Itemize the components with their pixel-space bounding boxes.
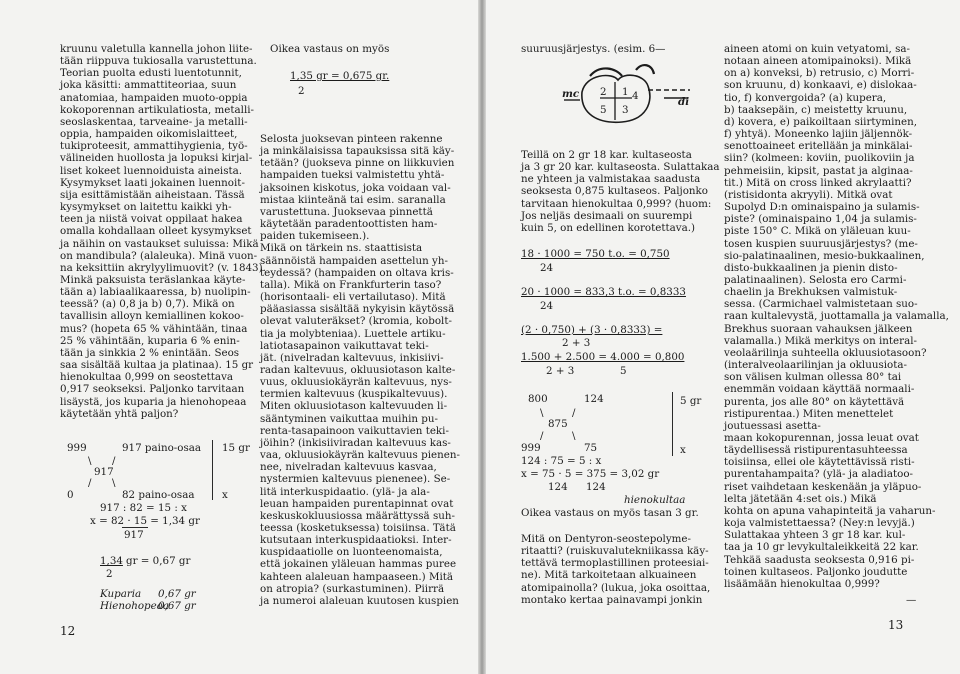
- text-line: jaksoinen kiskotus, joka voidaan val-: [260, 181, 451, 194]
- calc-b3: x: [222, 489, 228, 501]
- text-line: Minkä paksuista teräslankaa käyte-: [60, 273, 246, 286]
- text-line: teydessä? (hampaiden on oltava kris-: [260, 266, 454, 279]
- text-line: aineen atomi on kuin vetyatomi, sa-: [724, 43, 910, 55]
- text-line: käytetään yhtä paljon?: [60, 407, 179, 420]
- text-line: tarvitaan hienokultaa 0,999? (huom:: [521, 197, 712, 210]
- calc-a2: 917 paino-osaa: [122, 442, 202, 454]
- calc-c3: 5 gr: [680, 395, 702, 407]
- calc-r-arrow-1: \: [540, 407, 544, 419]
- text-line: Jos neljäs desimaali on suurempi: [521, 209, 693, 222]
- calc-eq2: x = 82 · 15 = 1,34 gr: [90, 515, 200, 527]
- text-line: termien kaltevuus (kuspikaltevuus).: [260, 388, 448, 401]
- text-line: lelta jätetään 4:set ois.) Mikä: [724, 492, 877, 505]
- text-line: taa ja 10 gr levykultaleikkeitä 22 kar.: [724, 541, 919, 554]
- col2-heading: Oikea vastaus on myös: [270, 43, 390, 55]
- page-number-left: 12: [60, 624, 76, 638]
- text-line: piste? (ominaispaino 1,04 ja sulamis-: [724, 213, 917, 226]
- calc-f2-num: 20 · 1000 = 833,3 t.o. = 0,8333: [521, 286, 686, 298]
- calc-r2: x = 75 · 5 = 375 = 3,02 gr: [521, 468, 660, 480]
- calc-c1: 800: [528, 393, 548, 405]
- hienohopeaa-label: Hienohopeaa: [100, 600, 169, 612]
- text-line: Sulattakaa yhteen 3 gr 18 kar. kul-: [724, 529, 906, 542]
- text-line: seoksesta 0,875 kultaseos. Paljonko: [521, 185, 708, 198]
- text-line: Teorian puolta edusti luentotunnit,: [60, 67, 242, 80]
- text-line: montako kertaa painavampi jonkin: [521, 593, 703, 606]
- calc-den2: 2: [106, 568, 113, 580]
- text-line: sessa. (Carmichael valmistetaan suo-: [724, 298, 918, 311]
- text-line: ristipurentaa.) Miten menettelet: [724, 407, 894, 420]
- text-line: atomipainolla? (lukua, joka osoittaa,: [521, 581, 711, 594]
- text-line: vaa, okluusiokäyrän kaltevuus pienen-: [260, 449, 460, 462]
- text-line: Tehkää saadusta seoksesta 0,916 pi-: [724, 553, 915, 566]
- text-line: tukiproteesit, ammattihygienia, työ-: [60, 140, 248, 153]
- text-line: tetään? (juokseva pinne on liikkuvien: [260, 157, 455, 170]
- right-column-1-bottom: [521, 533, 721, 606]
- calc-d1: 999: [521, 442, 541, 454]
- text-line: anatomiaa, hampaiden muoto-oppia: [60, 91, 248, 104]
- text-line: kruunu valetulla kannella johon liite-: [60, 43, 253, 55]
- right-column-2: [724, 43, 949, 590]
- text-line: jät. (nivelradan kaltevuus, inkisiivi-: [260, 351, 444, 364]
- tooth-cusp-3: 3: [622, 104, 629, 116]
- tooth-cusp-sketch: [560, 58, 720, 136]
- text-line: mus? (hopeta 65 % vähintään, tinaa: [60, 322, 248, 335]
- text-line: olevat valuteräkset? (kromia, kobolt-: [260, 315, 452, 328]
- text-line: sija esittämistään aiheistaan. Tässä: [60, 188, 245, 201]
- text-line: b) taaksepäin, c) meistetty kruunu,: [724, 103, 908, 116]
- text-line: tään riippuva tukiosalla varustettuna.: [60, 55, 257, 68]
- text-line: riset vaihdetaan keskenään ja yläpuo-: [724, 480, 922, 493]
- text-line: kohta on apuna vahapinteitä ja vaharun-: [724, 504, 936, 517]
- text-line: teen ja niistä voivat oppilaat hakea: [60, 213, 243, 226]
- text-line: latiotasapainon vaikuttavat teki-: [260, 339, 429, 352]
- text-line: paiden tukemiseen.).: [260, 230, 370, 243]
- text-line: ja minkälaisissa tapauksissa sitä käy-: [260, 145, 455, 158]
- text-line: joka käsitti: ammattiteoriaa, suun: [60, 79, 237, 92]
- text-line: joutuessasi asetta-: [724, 419, 821, 432]
- calc-arrow-4: \: [112, 477, 116, 489]
- text-line: notaan aineen atomipainoksi). Mikä: [724, 55, 912, 68]
- text-line: enemmän voidaan käyttää normaali-: [724, 383, 915, 396]
- text-line: disto-bukkaalinen ja pienin disto-: [724, 261, 898, 274]
- tooth-diagram: [560, 58, 720, 136]
- calc-r2-den-b: 124: [586, 481, 606, 493]
- calc-arrow-3: /: [88, 477, 92, 489]
- text-line: on mandibula? (alaleuka). Minä vuon-: [60, 249, 258, 262]
- calc-eq3-rest: gr = 0,67 gr: [126, 555, 191, 567]
- text-line: ne yhteen ja valmistakaa saadusta: [521, 173, 701, 186]
- text-line: mistaa kiinteänä tai esim. saranalla: [260, 193, 446, 206]
- calc-fraction-bar-1: [122, 527, 148, 528]
- text-line: hampaiden tueksi valmistettu yhtä-: [260, 169, 445, 182]
- text-line: kutsutaan interkuspidaatioksi. Inter-: [260, 534, 452, 547]
- text-line: täydellisessä ristipurentasuhteessa: [724, 444, 908, 457]
- calc-f3-num: (2 · 0,750) + (3 · 0,8333) =: [521, 324, 663, 336]
- calc-r-arrow-2: /: [572, 407, 576, 419]
- tooth-cusp-4: 4: [632, 90, 639, 102]
- text-line: tään ja sinkkia 2 % enintään. Seos: [60, 346, 240, 359]
- text-line: varustettuna. Juoksevaa pinnettä: [260, 205, 433, 218]
- text-line: pääasiassa sisältää nykyisin käytössä: [260, 303, 455, 316]
- text-line: ja numeroi alaleuan kuutosen kuspien: [260, 594, 459, 607]
- calc-eq3-num: 1,34: [100, 555, 123, 567]
- hienokultaa-label: hienokultaa: [624, 494, 686, 506]
- right-column-1: [521, 149, 721, 234]
- text-line: f) yhtyä). Moneenko lajiin jäljennök-: [724, 128, 913, 141]
- page-number-right: 13: [888, 618, 904, 632]
- text-line: son kruunu, d) konkaavi, e) dislokaa-: [724, 79, 917, 92]
- continuation-dash: —: [906, 594, 917, 606]
- calc-d2: 75: [584, 442, 598, 454]
- text-line: ja 3 gr 20 kar. kultaseosta. Sulattakaa: [521, 161, 720, 174]
- text-line: tit.) Mitä on cross linked akrylaatti?: [724, 176, 912, 189]
- text-line: raan kultalevystä, juottamalla ja valamalla,: [724, 310, 949, 323]
- gutter: [478, 0, 486, 674]
- calc-divider-left: [212, 440, 213, 500]
- text-line: kysymykset on laitettu kaikki yh-: [60, 201, 232, 214]
- text-line: palatinaalinen). Selosta ero Carmi-: [724, 273, 907, 286]
- text-line: piste 150° C. Mikä on yläleuan kuu-: [724, 225, 911, 238]
- tooth-label-mc: mc: [562, 88, 580, 100]
- text-line: radan kaltevuus, okluusiotason kalte-: [260, 363, 456, 376]
- text-line: tosen kuspien suuruusjärjestys? (me-: [724, 237, 918, 250]
- text-line: tia ja molybteniaa). Luettele artiku-: [260, 327, 446, 340]
- text-line: 25 % vähintään, kuparia 6 % enin-: [60, 334, 240, 347]
- col2-fraction-num: 1,35 gr = 0,675 gr.: [290, 70, 390, 82]
- text-line: leuan hampaiden purentapinnat ovat: [260, 497, 454, 510]
- calc-mid: 917: [94, 466, 114, 478]
- text-line: kokoporennan artikulatiosta, metalli-: [60, 103, 255, 116]
- col3-top-line: suuruusjärjestys. (esim. 6—: [521, 43, 666, 55]
- text-line: sääntyminen vaikuttaa muihin pu-: [260, 412, 439, 425]
- text-line: nystermien kaltevuus pienenee). Se-: [260, 473, 451, 486]
- text-line: valamalla.) Mikä merkitys on interal-: [724, 334, 917, 347]
- calc-f4-den-b: 5: [620, 365, 627, 377]
- col2-fraction-den: 2: [298, 85, 305, 97]
- calc-f2-den: 24: [540, 300, 554, 312]
- calc-a3: 15 gr: [222, 442, 250, 454]
- text-line: (ristisidonta akryyli). Mitkä ovat: [724, 188, 893, 201]
- calc-f1-num: 18 · 1000 = 750 t.o. = 0,750: [521, 248, 670, 260]
- text-line: 0,917 seokseksi. Paljonko tarvitaan: [60, 383, 245, 396]
- kuparia-value: 0,67 gr: [158, 588, 196, 600]
- calc-eq1: 917 : 82 = 15 : x: [100, 502, 187, 514]
- text-line: hienokultaa 0,999 on seostettava: [60, 371, 234, 384]
- text-line: lisäystä, jos kuparia ja hienohopeaa: [60, 395, 247, 408]
- calc-f4-den-a: 2 + 3: [546, 365, 575, 377]
- text-line: pehmeisiin, kipsit, pastat ja alginaa-: [724, 164, 913, 177]
- text-line: käytetään paradentoottisten ham-: [260, 218, 438, 231]
- text-line: Mikä on tärkein ns. staattisista: [260, 242, 423, 255]
- text-line: oppia, hampaiden oikomislaitteet,: [60, 128, 238, 141]
- text-line: chaelin ja Brekhuksen valmistuk-: [724, 286, 898, 299]
- text-line: kuspidaatiolle on luonteenomaista,: [260, 546, 443, 559]
- left-column-1: [60, 43, 266, 420]
- text-line: kahteen alaleuan hampaaseen.) Mitä: [260, 570, 454, 583]
- text-line: toinen kultaseos. Paljonko joudutte: [724, 565, 908, 578]
- text-line: nee, nivelradan kaltevuus kasvaa,: [260, 461, 437, 474]
- text-line: omalla kohdallaan olleet kysymykset: [60, 225, 252, 238]
- text-line: ne). Mitä tarkoitetaan alkuaineen: [521, 569, 697, 582]
- text-line: Selosta juoksevan pinteen rakenne: [260, 133, 443, 145]
- text-line: Teillä on 2 gr 18 kar. kultaseosta: [521, 149, 692, 161]
- text-line: talla). Mikä on Frankfurterin taso?: [260, 278, 442, 291]
- text-line: että jokainen yläleuan hammas puree: [260, 558, 457, 571]
- text-line: siin? (kolmeen: koviin, puolikoviin ja: [724, 152, 915, 165]
- tooth-cusp-1: 1: [622, 86, 629, 98]
- hienohopeaa-value: 0,67 gr: [158, 600, 196, 612]
- text-line: Kysymykset laati jokainen luennoit-: [60, 176, 245, 189]
- left-column-2: [260, 133, 474, 607]
- text-line: seoslaskentaa, tarveaine- ja metalli-: [60, 115, 248, 128]
- calc-r1: 124 : 75 = 5 : x: [521, 455, 602, 467]
- text-line: (horisontaali- eli vertailutaso). Mitä: [260, 291, 446, 304]
- text-line: teessä? (a) 0,8 ja b) 0,7). Mikä on: [60, 298, 235, 311]
- text-line: ja näihin on vastaukset suluissa: Mikä: [60, 237, 259, 250]
- text-line: on atropia? (surkastuminen). Piirrä: [260, 582, 445, 595]
- text-line: jöihin? (inkisiiviradan kaltevuus kas-: [260, 436, 451, 449]
- tooth-cusp-5: 5: [600, 104, 607, 116]
- text-line: lisäämään hienokultaa 0,999?: [724, 577, 880, 590]
- text-line: kuin 5, on edellinen korotettava.): [521, 221, 696, 234]
- tooth-cusp-2: 2: [600, 86, 607, 98]
- text-line: Mitä on Dentyron-seostepolyme-: [521, 533, 691, 545]
- text-line: koja valmistettaessa? (Ney:n levyjä.): [724, 517, 915, 530]
- calc-divider-right: [672, 392, 673, 456]
- text-line: senottoaineet eritellään ja minkälai-: [724, 140, 913, 153]
- text-line: tavallisin alloyn kemiallinen kokoo-: [60, 310, 244, 323]
- calc-f4-num: 1.500 + 2.500 = 4.000 = 0,800: [521, 351, 685, 363]
- text-line: maan kokopurennan, jossa leuat ovat: [724, 432, 919, 444]
- calc-d3: x: [680, 444, 686, 456]
- col3-answer: Oikea vastaus on myös tasan 3 gr.: [521, 507, 699, 519]
- text-line: säännöistä hampaiden asettelun yh-: [260, 254, 448, 267]
- kuparia-label: Kuparia: [100, 588, 142, 600]
- text-line: veolaärilinja suhteella okluusiotasoon?: [724, 346, 927, 359]
- text-line: teessa (kosketuksessa) toisiinsa. Tätä: [260, 522, 456, 534]
- text-line: purentahampaita? (ylä- ja aladiatoo-: [724, 468, 914, 481]
- text-line: tio, f) konvergoida? (a) kupera,: [724, 91, 887, 104]
- text-line: renta-tasapainoon vaikuttavien teki-: [260, 424, 449, 437]
- calc-f3-den: 2 + 3: [562, 337, 591, 349]
- text-line: Supolyd D:n ominaispaino ja sulamis-: [724, 201, 920, 214]
- text-line: Brekhus suoraan vahauksen jälkeen: [724, 322, 913, 335]
- text-line: vuus, okluusiokäyrän kaltevuus, nys-: [260, 376, 452, 389]
- text-line: keskuskokluusiossa määrättyssä suh-: [260, 509, 455, 522]
- calc-b2: 82 paino-osaa: [122, 489, 195, 501]
- calc-cmid: 875: [548, 418, 568, 430]
- calc-r-arrow-3: /: [540, 430, 544, 442]
- calc-f1-den: 24: [540, 262, 554, 274]
- calc-a1: 999: [67, 442, 87, 454]
- text-line: sio-palatinaalinen, mesio-bukkaalinen,: [724, 249, 925, 262]
- text-line: ritaatti? (ruiskuvalutekniikassa käy-: [521, 545, 709, 558]
- text-line: litä interkuspidaatio. (ylä- ja ala-: [260, 485, 430, 498]
- text-line: d) kovera, e) paikoiltaan siirtyminen,: [724, 115, 918, 128]
- calc-den1: 917: [124, 529, 144, 541]
- tooth-label-di: di: [678, 96, 690, 108]
- text-line: tään a) labiaalikaaressa, b) nuolipin-: [60, 286, 251, 299]
- text-line: välineiden huollosta ja lopuksi kirjal-: [60, 152, 253, 165]
- text-line: (interalveolaarilinjan ja okluusiota-: [724, 359, 908, 372]
- text-line: son välisen kulman ollessa 80° tai: [724, 371, 902, 384]
- text-line: on a) konveksi, b) retrusio, c) Morri-: [724, 67, 915, 80]
- text-line: saa sisältää kultaa ja platinaa). 15 gr: [60, 359, 254, 372]
- calc-arrow-1: \: [88, 455, 92, 467]
- calc-r-arrow-4: \: [572, 430, 576, 442]
- text-line: na keksittiin akrylyylimuovit? (v. 1843).: [60, 261, 266, 274]
- text-line: toisiinsa, ellei ole käytettävissä risti-: [724, 456, 915, 469]
- calc-c2: 124: [584, 393, 604, 405]
- calc-r2-den-a: 124: [548, 481, 568, 493]
- text-line: Miten okluusiotason kaltevuuden li-: [260, 400, 448, 413]
- text-line: tettävä termoplastillinen proteesiai-: [521, 557, 709, 570]
- calc-b1: 0: [67, 489, 74, 501]
- text-line: liset kokeet luennoiduista aineista.: [60, 164, 243, 177]
- calc-arrow-2: /: [112, 455, 116, 467]
- text-line: purenta, jos alle 80° on käytettävä: [724, 395, 905, 408]
